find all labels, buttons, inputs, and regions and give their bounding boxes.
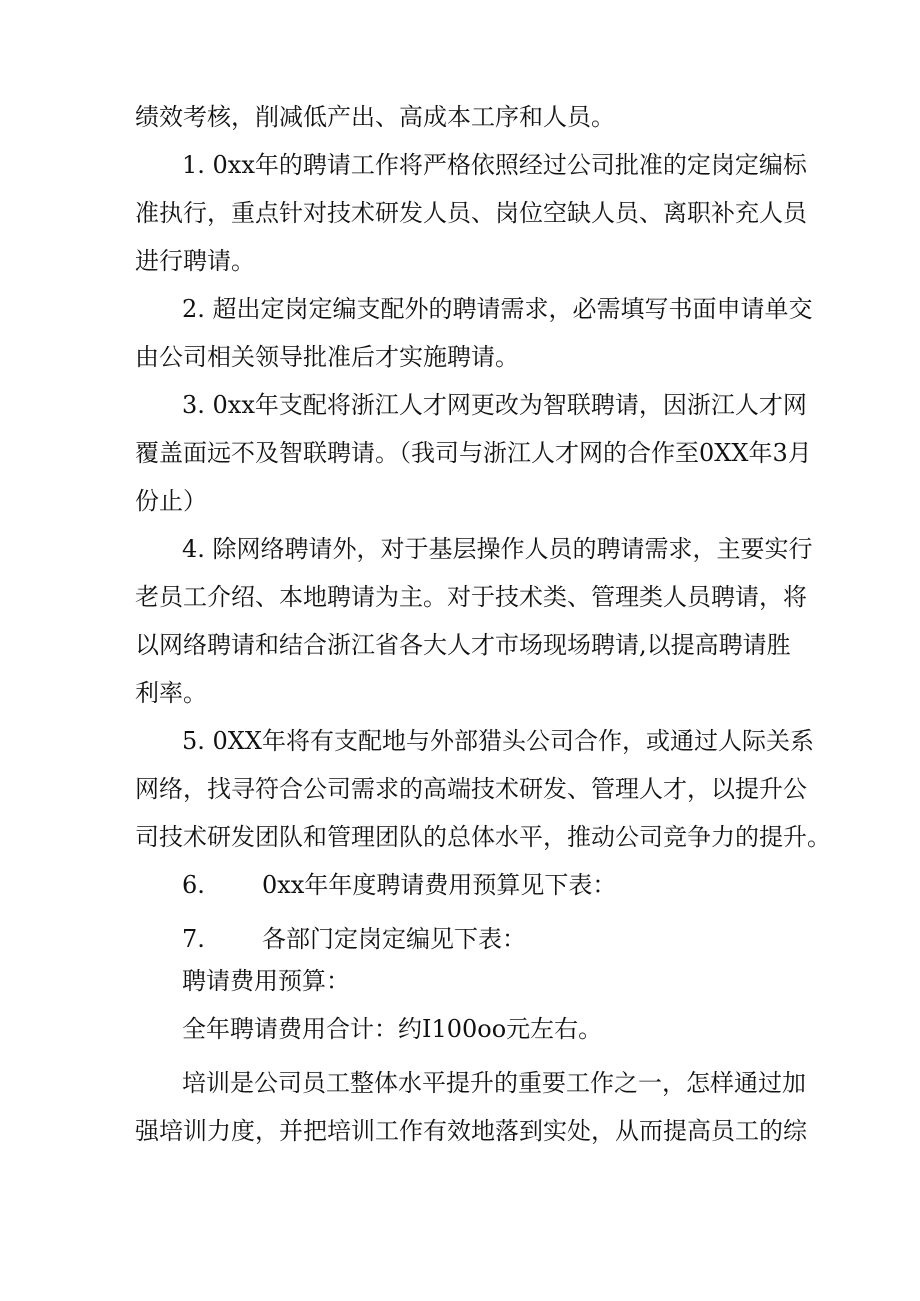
item-4-line-3: 以网络聘请和结合浙江省各大人才市场现场聘请,以提高聘请胜 <box>135 631 791 659</box>
training-line-2: 强培训力度，并把培训工作有效地落到实处，从而提高员工的综 <box>135 1117 807 1145</box>
item-6 <box>182 871 616 899</box>
intro-line-1: 绩效考核，削减低产出、高成本工序和人员。 <box>135 103 615 131</box>
item-3-line-2: 覆盖面远不及智联聘请。（我司与浙江人才网的合作至0XX年3月 <box>135 439 812 467</box>
item-5-line-1: 5. 0XX年将有支配地与外部猎头公司合作，或通过人际关系 <box>182 727 814 755</box>
item-7-number: 7. <box>182 925 205 953</box>
item-7-text: 各部门定岗定编见下表： <box>262 925 526 953</box>
item-4-line-2: 老员工介绍、本地聘请为主。对于技术类、管理类人员聘请，将 <box>135 583 807 611</box>
item-4-line-4: 利率。 <box>135 679 207 707</box>
item-4-line-1: 4. 除网络聘请外，对于基层操作人员的聘请需求，主要实行 <box>182 535 813 563</box>
item-5-line-2: 网络，找寻符合公司需求的高端技术研发、管理人才，以提升公 <box>135 775 807 803</box>
item-1-line-2: 准执行，重点针对技术研发人员、岗位空缺人员、离职补充人员 <box>135 199 807 227</box>
item-6-number: 6. <box>182 871 205 899</box>
budget-heading: 聘请费用预算： <box>182 967 350 995</box>
item-3-line-3: 份止） <box>135 487 207 515</box>
item-6-text: 0xx年年度聘请费用预算见下表： <box>262 871 617 899</box>
item-1-line-3: 进行聘请。 <box>135 247 255 275</box>
item-1-line-1: 1. 0xx年的聘请工作将严格依照经过公司批准的定岗定编标 <box>182 151 807 179</box>
item-3-line-1: 3. 0xx年支配将浙江人才网更改为智联聘请，因浙江人才网 <box>182 391 807 419</box>
training-line-1: 培训是公司员工整体水平提升的重要工作之一，怎样通过加 <box>182 1069 806 1097</box>
item-7 <box>182 925 526 953</box>
item-5-line-3: 司技术研发团队和管理团队的总体水平，推动公司竞争力的提升。 <box>135 823 831 851</box>
item-2-line-1: 2. 超出定岗定编支配外的聘请需求，必需填写书面申请单交 <box>182 295 813 323</box>
item-2-line-2: 由公司相关领导批准后才实施聘请。 <box>135 343 519 371</box>
budget-total: 全年聘请费用合计：约I100oo元左右。 <box>182 1015 603 1043</box>
